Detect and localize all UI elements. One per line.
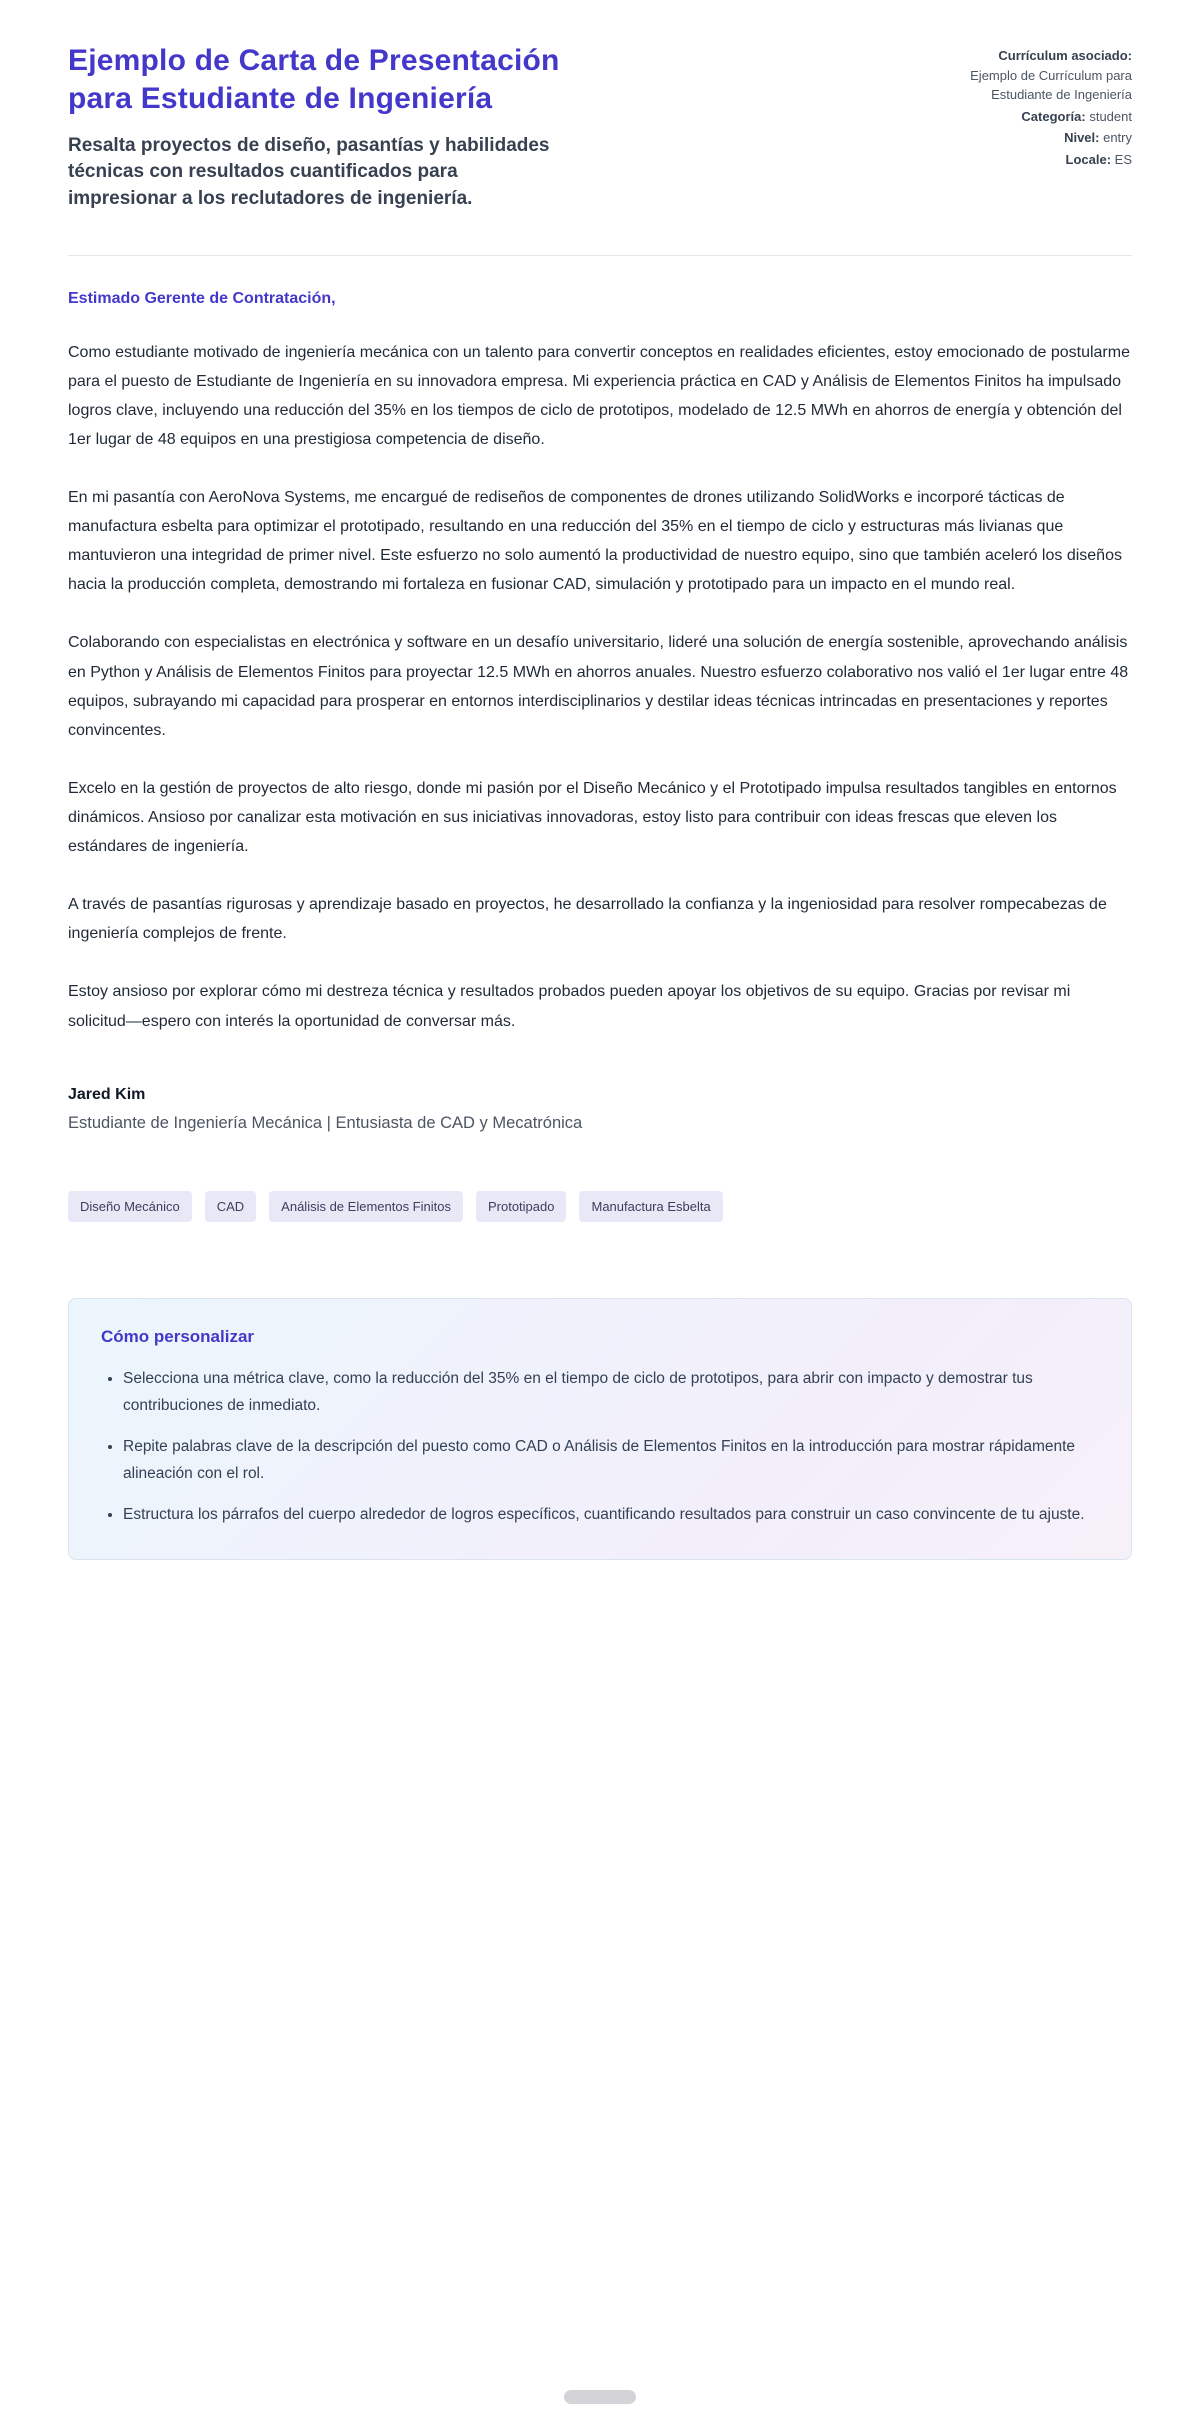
letter-paragraph: Como estudiante motivado de ingeniería mecánica con un talento para convertir conceptos en realidades eficientes, estoy emocionado de postularme para el puesto de Estudiante de Ingeniería en su innovadora empresa. Mi experiencia práctica en CAD y Análisis de Elementos Finitos ha impulsado logros clave, incluyendo una reducción del 35% en los tiempos de ciclo de prototipos, modelado de 12.5 MWh en ahorros de energía y obtención del 1er lugar de 48 equipos en una prestigiosa competencia de diseño. bbox=[68, 343, 1130, 448]
letter-paragraph: Excelo en la gestión de proyectos de alto riesgo, donde mi pasión por el Diseño Mecánico y el Prototipado impulsa resultados tangibles en entornos dinámicos. Ansioso por canalizar esta motivación en sus iniciativas innovadoras, estoy listo para contribuir con ideas frescas que eleven los estándares de ingeniería. bbox=[68, 779, 1117, 856]
skill-tags bbox=[68, 1191, 1132, 1222]
cover-letter-body bbox=[68, 290, 1132, 1133]
letter-paragraph: A través de pasantías rigurosas y aprendizaje basado en proyectos, he desarrollado la confianza y la ingeniosidad para resolver rompecabezas de ingeniería complejos de frente. bbox=[68, 896, 1107, 943]
header bbox=[68, 42, 1132, 213]
page-subtitle: Resalta proyectos de diseño, pasantías y habilidades técnicas con resultados cuantificados para impresionar a los reclutadores de ingeniería. bbox=[68, 134, 550, 209]
page-title: Ejemplo de Carta de Presentación para Estudiante de Ingeniería bbox=[68, 44, 560, 116]
meta-level-value: entry bbox=[1103, 130, 1132, 145]
meta-locale bbox=[922, 150, 1132, 170]
signature-title: Estudiante de Ingeniería Mecánica | Entusiasta de CAD y Mecatrónica bbox=[68, 1113, 583, 1132]
skill-tag: Manufactura Esbelta bbox=[579, 1191, 722, 1222]
meta-panel bbox=[922, 42, 1132, 171]
header-divider bbox=[68, 255, 1132, 256]
skill-tag: Análisis de Elementos Finitos bbox=[269, 1191, 463, 1222]
meta-locale-value: ES bbox=[1114, 151, 1132, 167]
meta-level bbox=[922, 128, 1132, 148]
signature-name: Jared Kim bbox=[68, 1085, 146, 1103]
meta-category-value: student bbox=[1089, 108, 1132, 124]
customize-callout bbox=[68, 1298, 1132, 1560]
callout-title: Cómo personalizar bbox=[101, 1326, 255, 1346]
letter-paragraphs bbox=[68, 338, 1132, 1036]
callout-bullet: • Estructura los párrafos del cuerpo alrededor de logros específicos, cuantificando resultados para construir un caso convincente de tu ajuste. bbox=[123, 1501, 1099, 1529]
meta-resume-value: Ejemplo de Currículum para Estudiante de Ingeniería bbox=[970, 67, 1132, 102]
skill-tag: Prototipado bbox=[476, 1191, 567, 1222]
letter-paragraph: Colaborando con especialistas en electrónica y software en un desafío universitario, lideré una solución de energía sostenible, aprovechando análisis en Python y Análisis de Elementos Finitos para proyectar 12.5 MWh en ahorros anuales. Nuestro esfuerzo colaborativo nos valió el 1er lugar entre 48 equipos, subrayando mi capacidad para prosperar en entornos interdisciplinarios y destilar ideas técnicas intrincadas en presentaciones y reportes convincentes. bbox=[68, 634, 1129, 739]
meta-category-label: Categoría: bbox=[1021, 108, 1086, 124]
letter-greeting: Estimado Gerente de Contratación, bbox=[68, 289, 336, 307]
content-container bbox=[68, 0, 1132, 1560]
skill-tag: CAD bbox=[205, 1191, 256, 1222]
meta-resume-label: Currículum asociado: bbox=[998, 48, 1132, 63]
callout-bullet: • Repite palabras clave de la descripción del puesto como CAD o Análisis de Elementos Finitos en la introducción para mostrar rápidamente alineación con el rol. bbox=[123, 1433, 1099, 1488]
skill-tag: Diseño Mecánico bbox=[68, 1191, 192, 1222]
footer-pill bbox=[564, 2390, 636, 2404]
callout-bullet: • Selecciona una métrica clave, como la reducción del 35% en el tiempo de ciclo de prototipos, para abrir con impacto y demostrar tus contribuciones de inmediato. bbox=[123, 1365, 1099, 1420]
header-left bbox=[68, 42, 608, 213]
meta-locale-label: Locale: bbox=[1065, 151, 1112, 167]
meta-level-label: Nivel: bbox=[1064, 130, 1100, 145]
meta-resume bbox=[922, 46, 1132, 105]
letter-paragraph: En mi pasantía con AeroNova Systems, me encargué de rediseños de componentes de drones utilizando SolidWorks e incorporé tácticas de manufactura esbelta para optimizar el prototipado, resultando en una reducción del 35% en el tiempo de ciclo y estructuras más livianas que mantuvieron una integridad de primer nivel. Este esfuerzo no solo aumentó la productividad de nuestro equipo, sino que también aceleró los diseños hacia la producción completa, demostrando mi fortaleza en fusionar CAD, simulación y prototipado para un impacto en el mundo real. bbox=[68, 489, 1122, 594]
meta-category bbox=[922, 107, 1132, 127]
letter-paragraph: Estoy ansioso por explorar cómo mi destreza técnica y resultados probados pueden apoyar los objetivos de su equipo. Gracias por revisar mi solicitud—espero con interés la oportunidad de conversar más. bbox=[68, 983, 1071, 1030]
callout-bullet-list bbox=[101, 1365, 1099, 1529]
